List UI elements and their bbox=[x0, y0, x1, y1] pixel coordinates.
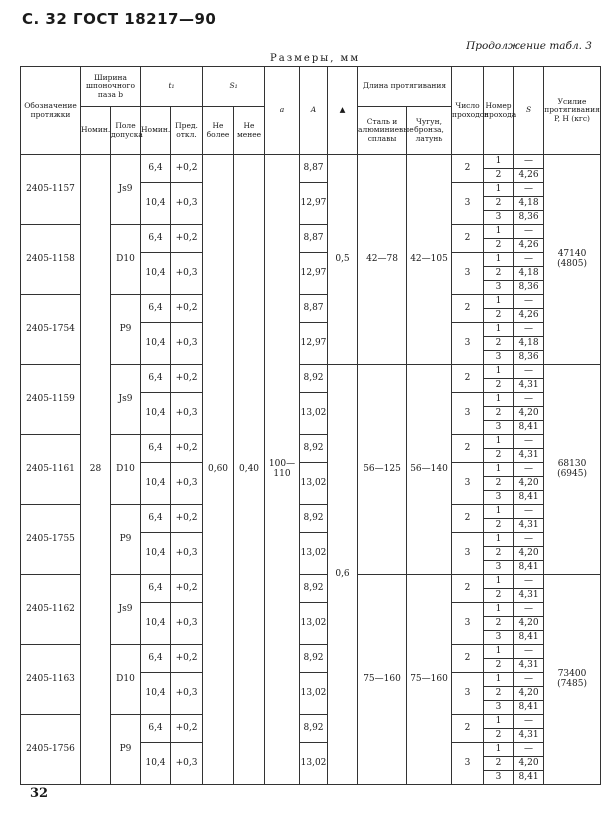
col-t1: t₁ bbox=[141, 67, 203, 107]
S-cell: 8,36 bbox=[514, 211, 544, 225]
S-cell: 4,31 bbox=[514, 519, 544, 533]
A-cell: 13,02 bbox=[300, 673, 328, 715]
S-cell: 4,31 bbox=[514, 659, 544, 673]
deviation-cell: +0,3 bbox=[171, 463, 203, 505]
pass-number-cell: 1 bbox=[484, 505, 514, 519]
S-cell: 4,26 bbox=[514, 239, 544, 253]
deviation-cell: +0,2 bbox=[171, 645, 203, 673]
s1-max-cell: 0,60 bbox=[203, 155, 234, 785]
A-cell: 13,02 bbox=[300, 603, 328, 645]
force-value: 47140 bbox=[557, 248, 587, 259]
col-pass-no: Номер прохода bbox=[484, 67, 514, 155]
pass-number-cell: 2 bbox=[484, 407, 514, 421]
S-cell: 4,20 bbox=[514, 757, 544, 771]
t1-cell: 6,4 bbox=[141, 365, 171, 393]
deviation-cell: +0,2 bbox=[171, 365, 203, 393]
force-cell bbox=[544, 155, 601, 365]
pass-number-cell: 1 bbox=[484, 673, 514, 687]
col-designation: Обозначение протяжки bbox=[21, 67, 81, 155]
col-t1-deviation: Пред. откл. bbox=[171, 107, 203, 155]
passes-cell: 2 bbox=[452, 295, 484, 323]
tolerance-cell: P9 bbox=[111, 295, 141, 365]
passes-cell: 3 bbox=[452, 323, 484, 365]
deviation-cell: +0,2 bbox=[171, 155, 203, 183]
designation-cell: 2405-1161 bbox=[21, 435, 81, 505]
t1-cell: 10,4 bbox=[141, 183, 171, 225]
force-cell bbox=[544, 365, 601, 575]
S-cell: 8,41 bbox=[514, 421, 544, 435]
S-cell: 4,20 bbox=[514, 687, 544, 701]
t1-cell: 6,4 bbox=[141, 225, 171, 253]
designation-cell: 2405-1157 bbox=[21, 155, 81, 225]
deviation-cell: +0,3 bbox=[171, 323, 203, 365]
pass-number-cell: 2 bbox=[484, 477, 514, 491]
pass-number-cell: 3 bbox=[484, 491, 514, 505]
pass-number-cell: 3 bbox=[484, 211, 514, 225]
a-cell: 100—110 bbox=[265, 155, 300, 785]
pass-number-cell: 1 bbox=[484, 435, 514, 449]
pass-number-cell: 2 bbox=[484, 267, 514, 281]
col-keyway-width: Ширина шпоночного паза b bbox=[81, 67, 141, 107]
pass-number-cell: 1 bbox=[484, 463, 514, 477]
t1-cell: 6,4 bbox=[141, 505, 171, 533]
S-cell: — bbox=[514, 183, 544, 197]
pass-number-cell: 1 bbox=[484, 323, 514, 337]
pass-number-cell: 3 bbox=[484, 281, 514, 295]
triangle-cell: 0,5 bbox=[328, 155, 358, 365]
pass-number-cell: 2 bbox=[484, 729, 514, 743]
S-cell: — bbox=[514, 365, 544, 379]
tolerance-cell: Js9 bbox=[111, 575, 141, 645]
passes-cell: 3 bbox=[452, 183, 484, 225]
steel-length-cell: 42—78 bbox=[358, 155, 407, 365]
S-cell: — bbox=[514, 575, 544, 589]
passes-cell: 2 bbox=[452, 645, 484, 673]
deviation-cell: +0,2 bbox=[171, 295, 203, 323]
pass-number-cell: 1 bbox=[484, 575, 514, 589]
table-row bbox=[21, 155, 601, 169]
col-triangle: ▲ bbox=[328, 67, 358, 155]
passes-cell: 3 bbox=[452, 743, 484, 785]
pass-number-cell: 3 bbox=[484, 701, 514, 715]
pass-number-cell: 2 bbox=[484, 309, 514, 323]
S-cell: 8,36 bbox=[514, 351, 544, 365]
triangle-cell: 0,6 bbox=[328, 365, 358, 785]
pass-number-cell: 2 bbox=[484, 589, 514, 603]
S-cell: — bbox=[514, 393, 544, 407]
tolerance-cell: P9 bbox=[111, 715, 141, 785]
t1-cell: 10,4 bbox=[141, 673, 171, 715]
col-s1: S₁ bbox=[203, 67, 265, 107]
castiron-length-cell: 56—140 bbox=[407, 365, 452, 575]
A-cell: 13,02 bbox=[300, 393, 328, 435]
col-S: S bbox=[514, 67, 544, 155]
force-kgf-value: (4805) bbox=[557, 258, 587, 269]
page-number: 32 bbox=[30, 786, 49, 801]
table-body bbox=[21, 155, 601, 785]
A-cell: 8,87 bbox=[300, 295, 328, 323]
col-a: a bbox=[265, 67, 300, 155]
S-cell: 8,41 bbox=[514, 771, 544, 785]
force-value: 68130 bbox=[557, 458, 587, 469]
deviation-cell: +0,3 bbox=[171, 603, 203, 645]
force-cell bbox=[544, 575, 601, 785]
pass-number-cell: 1 bbox=[484, 743, 514, 757]
S-cell: — bbox=[514, 533, 544, 547]
col-steel: Сталь и алюминиевые сплавы bbox=[358, 107, 407, 155]
t1-cell: 10,4 bbox=[141, 323, 171, 365]
deviation-cell: +0,2 bbox=[171, 505, 203, 533]
designation-cell: 2405-1163 bbox=[21, 645, 81, 715]
col-force: Усилие протягивания P, Н (кгс) bbox=[544, 67, 601, 155]
A-cell: 13,02 bbox=[300, 533, 328, 575]
tolerance-cell: P9 bbox=[111, 505, 141, 575]
A-cell: 13,02 bbox=[300, 463, 328, 505]
S-cell: — bbox=[514, 155, 544, 169]
t1-cell: 6,4 bbox=[141, 715, 171, 743]
A-cell: 8,92 bbox=[300, 365, 328, 393]
designation-cell: 2405-1158 bbox=[21, 225, 81, 295]
designation-cell: 2405-1159 bbox=[21, 365, 81, 435]
deviation-cell: +0,3 bbox=[171, 673, 203, 715]
deviation-cell: +0,3 bbox=[171, 533, 203, 575]
pass-number-cell: 1 bbox=[484, 393, 514, 407]
passes-cell: 3 bbox=[452, 603, 484, 645]
col-length: Длина протягивания bbox=[358, 67, 452, 107]
deviation-cell: +0,2 bbox=[171, 225, 203, 253]
pass-number-cell: 2 bbox=[484, 617, 514, 631]
designation-cell: 2405-1755 bbox=[21, 505, 81, 575]
pass-number-cell: 3 bbox=[484, 631, 514, 645]
tolerance-cell: D10 bbox=[111, 435, 141, 505]
pass-number-cell: 2 bbox=[484, 659, 514, 673]
deviation-cell: +0,3 bbox=[171, 393, 203, 435]
pass-number-cell: 3 bbox=[484, 421, 514, 435]
width-cell: 28 bbox=[81, 155, 111, 785]
tolerance-cell: D10 bbox=[111, 645, 141, 715]
S-cell: — bbox=[514, 743, 544, 757]
S-cell: — bbox=[514, 645, 544, 659]
pass-number-cell: 2 bbox=[484, 197, 514, 211]
page-header: С. 32 ГОСТ 18217—90 bbox=[22, 10, 217, 28]
S-cell: — bbox=[514, 603, 544, 617]
S-cell: 8,41 bbox=[514, 631, 544, 645]
pass-number-cell: 1 bbox=[484, 715, 514, 729]
pass-number-cell: 1 bbox=[484, 365, 514, 379]
S-cell: — bbox=[514, 435, 544, 449]
pass-number-cell: 2 bbox=[484, 757, 514, 771]
table-continuation-label: Продолжение табл. 3 bbox=[466, 40, 592, 52]
S-cell: 8,41 bbox=[514, 701, 544, 715]
S-cell: 4,31 bbox=[514, 449, 544, 463]
deviation-cell: +0,2 bbox=[171, 435, 203, 463]
deviation-cell: +0,3 bbox=[171, 183, 203, 225]
dimensions-label: Размеры, мм bbox=[270, 53, 361, 64]
col-castiron: Чугун, бронза, латунь bbox=[407, 107, 452, 155]
S-cell: 8,41 bbox=[514, 561, 544, 575]
S-cell: — bbox=[514, 673, 544, 687]
deviation-cell: +0,3 bbox=[171, 743, 203, 785]
deviation-cell: +0,2 bbox=[171, 715, 203, 743]
A-cell: 8,87 bbox=[300, 225, 328, 253]
S-cell: — bbox=[514, 295, 544, 309]
S-cell: 4,20 bbox=[514, 407, 544, 421]
pass-number-cell: 1 bbox=[484, 533, 514, 547]
deviation-cell: +0,3 bbox=[171, 253, 203, 295]
designation-cell: 2405-1756 bbox=[21, 715, 81, 785]
S-cell: 8,36 bbox=[514, 281, 544, 295]
A-cell: 8,92 bbox=[300, 505, 328, 533]
pass-number-cell: 1 bbox=[484, 155, 514, 169]
passes-cell: 3 bbox=[452, 253, 484, 295]
t1-cell: 10,4 bbox=[141, 533, 171, 575]
t1-cell: 10,4 bbox=[141, 463, 171, 505]
pass-number-cell: 2 bbox=[484, 379, 514, 393]
pass-number-cell: 2 bbox=[484, 547, 514, 561]
t1-cell: 6,4 bbox=[141, 435, 171, 463]
tolerance-cell: D10 bbox=[111, 225, 141, 295]
t1-cell: 6,4 bbox=[141, 575, 171, 603]
S-cell: 4,31 bbox=[514, 729, 544, 743]
pass-number-cell: 3 bbox=[484, 561, 514, 575]
col-s1-min: Не менее bbox=[234, 107, 265, 155]
col-tolerance-field: Поле допуска bbox=[111, 107, 141, 155]
col-A: A bbox=[300, 67, 328, 155]
pass-number-cell: 2 bbox=[484, 239, 514, 253]
force-kgf-value: (7485) bbox=[557, 678, 587, 689]
S-cell: 4,18 bbox=[514, 197, 544, 211]
designation-cell: 2405-1162 bbox=[21, 575, 81, 645]
tolerance-cell: Js9 bbox=[111, 365, 141, 435]
pass-number-cell: 1 bbox=[484, 183, 514, 197]
passes-cell: 2 bbox=[452, 715, 484, 743]
passes-cell: 2 bbox=[452, 575, 484, 603]
A-cell: 12,97 bbox=[300, 183, 328, 225]
castiron-length-cell: 75—160 bbox=[407, 575, 452, 785]
pass-number-cell: 2 bbox=[484, 169, 514, 183]
S-cell: — bbox=[514, 225, 544, 239]
s1-min-cell: 0,40 bbox=[234, 155, 265, 785]
pass-number-cell: 2 bbox=[484, 449, 514, 463]
broach-table bbox=[20, 66, 601, 785]
designation-cell: 2405-1754 bbox=[21, 295, 81, 365]
passes-cell: 2 bbox=[452, 155, 484, 183]
col-passes: Число проходов bbox=[452, 67, 484, 155]
A-cell: 8,92 bbox=[300, 435, 328, 463]
steel-length-cell: 56—125 bbox=[358, 365, 407, 575]
A-cell: 13,02 bbox=[300, 743, 328, 785]
col-width-nominal: Номин. bbox=[81, 107, 111, 155]
S-cell: 4,31 bbox=[514, 589, 544, 603]
A-cell: 8,87 bbox=[300, 155, 328, 183]
S-cell: 4,18 bbox=[514, 337, 544, 351]
S-cell: — bbox=[514, 463, 544, 477]
S-cell: 4,26 bbox=[514, 169, 544, 183]
passes-cell: 2 bbox=[452, 365, 484, 393]
S-cell: 8,41 bbox=[514, 491, 544, 505]
S-cell: — bbox=[514, 505, 544, 519]
S-cell: 4,20 bbox=[514, 547, 544, 561]
t1-cell: 10,4 bbox=[141, 253, 171, 295]
pass-number-cell: 2 bbox=[484, 519, 514, 533]
steel-length-cell: 75—160 bbox=[358, 575, 407, 785]
col-s1-max: Не более bbox=[203, 107, 234, 155]
A-cell: 8,92 bbox=[300, 645, 328, 673]
deviation-cell: +0,2 bbox=[171, 575, 203, 603]
S-cell: 4,20 bbox=[514, 617, 544, 631]
pass-number-cell: 2 bbox=[484, 687, 514, 701]
t1-cell: 10,4 bbox=[141, 603, 171, 645]
t1-cell: 6,4 bbox=[141, 155, 171, 183]
S-cell: 4,26 bbox=[514, 309, 544, 323]
S-cell: — bbox=[514, 253, 544, 267]
pass-number-cell: 3 bbox=[484, 351, 514, 365]
passes-cell: 3 bbox=[452, 393, 484, 435]
tolerance-cell: Js9 bbox=[111, 155, 141, 225]
S-cell: 4,31 bbox=[514, 379, 544, 393]
passes-cell: 3 bbox=[452, 533, 484, 575]
A-cell: 8,92 bbox=[300, 715, 328, 743]
castiron-length-cell: 42—105 bbox=[407, 155, 452, 365]
passes-cell: 2 bbox=[452, 505, 484, 533]
S-cell: 4,20 bbox=[514, 477, 544, 491]
col-t1-nominal: Номин. bbox=[141, 107, 171, 155]
pass-number-cell: 1 bbox=[484, 645, 514, 659]
S-cell: — bbox=[514, 323, 544, 337]
passes-cell: 2 bbox=[452, 435, 484, 463]
passes-cell: 3 bbox=[452, 673, 484, 715]
pass-number-cell: 1 bbox=[484, 253, 514, 267]
pass-number-cell: 1 bbox=[484, 603, 514, 617]
A-cell: 8,92 bbox=[300, 575, 328, 603]
passes-cell: 2 bbox=[452, 225, 484, 253]
t1-cell: 6,4 bbox=[141, 295, 171, 323]
t1-cell: 10,4 bbox=[141, 743, 171, 785]
force-kgf-value: (6945) bbox=[557, 468, 587, 479]
passes-cell: 3 bbox=[452, 463, 484, 505]
pass-number-cell: 2 bbox=[484, 337, 514, 351]
S-cell: 4,18 bbox=[514, 267, 544, 281]
pass-number-cell: 1 bbox=[484, 295, 514, 309]
A-cell: 12,97 bbox=[300, 323, 328, 365]
pass-number-cell: 1 bbox=[484, 225, 514, 239]
S-cell: — bbox=[514, 715, 544, 729]
force-value: 73400 bbox=[557, 668, 587, 679]
t1-cell: 6,4 bbox=[141, 645, 171, 673]
A-cell: 12,97 bbox=[300, 253, 328, 295]
t1-cell: 10,4 bbox=[141, 393, 171, 435]
pass-number-cell: 3 bbox=[484, 771, 514, 785]
